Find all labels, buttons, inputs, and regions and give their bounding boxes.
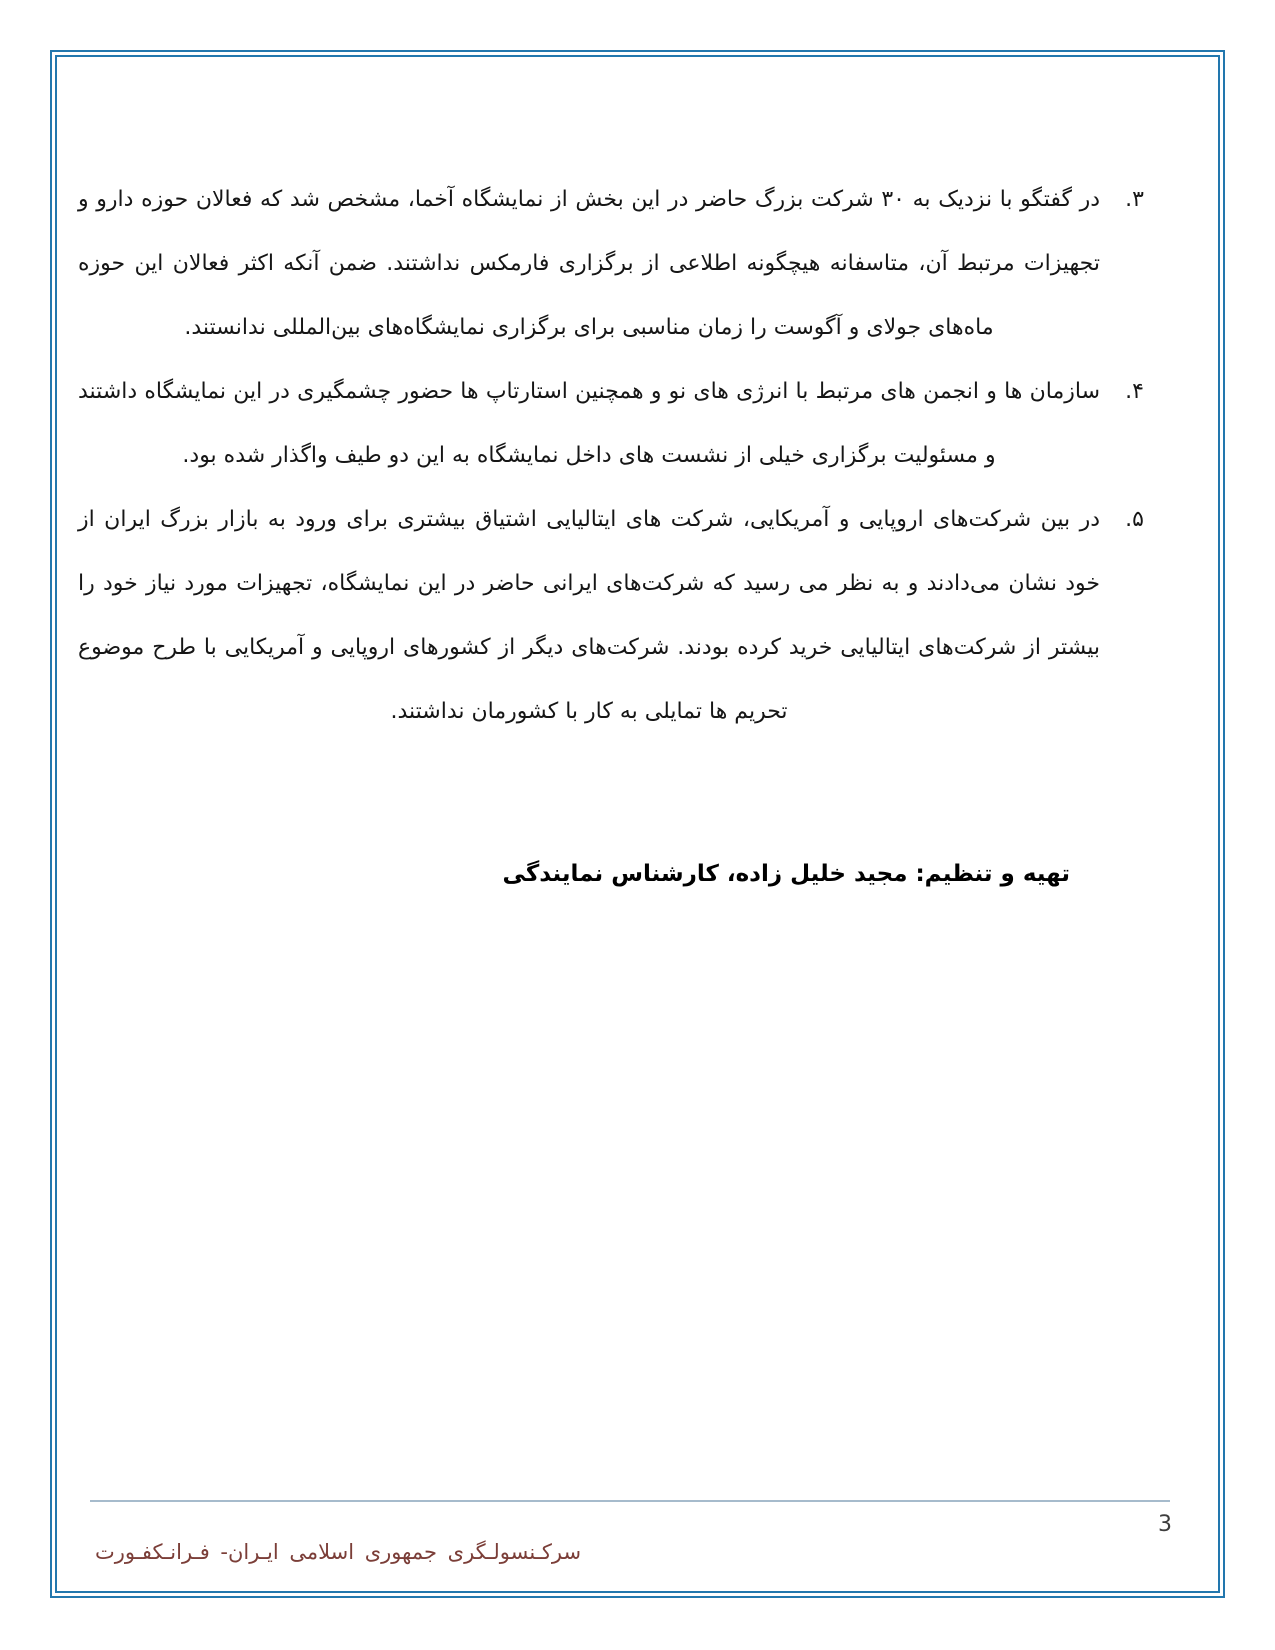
document-body bbox=[78, 168, 1146, 906]
list-item-text: در گفتگو با نزدیک به ۳۰ شرکت بزرگ حاضر در این بخش از نمایشگاه آخما، مشخص شد که فعالان حوزه دارو و تجهیزات مرتبط آن، متاسفانه هیچگونه اطلاعی از برگزاری فارمکس نداشتند. ضمن آنکه اکثر فعالان این حوزه ماه‌های جولای و آگوست را زمان مناسبی برای برگزاری نمایشگاه‌های بین‌المللی ندانستند. bbox=[78, 187, 1101, 340]
list-item bbox=[78, 360, 1146, 488]
page-number: 3 bbox=[1158, 1512, 1172, 1537]
list-item-text: سازمان ها و انجمن های مرتبط با انرژی های نو و همچنین استارتاپ ها حضور چشمگیری در این نمایشگاه داشتند و مسئولیت برگزاری خیلی از نشست های داخل نمایشگاه به این دو طیف واگذار شده بود. bbox=[78, 379, 1100, 468]
list-item bbox=[78, 168, 1146, 360]
footer-divider bbox=[90, 1500, 1170, 1502]
footer-org-name: سرکـنسولـگری جمهوری اسلامی ایـران- فـرانـکفـورت bbox=[95, 1540, 582, 1564]
list-item-number: ۵. bbox=[1125, 507, 1144, 532]
signature-line: تهیه و تنظیم: مجید خلیل زاده، کارشناس نمایندگی bbox=[502, 861, 1070, 887]
list-item-number: ۳. bbox=[1125, 187, 1144, 212]
list-item bbox=[78, 488, 1146, 744]
list-item-number: ۴. bbox=[1125, 379, 1144, 404]
list-item-text: در بین شرکت‌های اروپایی و آمریکایی، شرکت های ایتالیایی اشتیاق بیشتری برای ورود به بازار بزرگ ایران از خود نشان می‌دادند و به نظر می رسید که شرکت‌های ایرانی حاضر در این نمایشگاه، تجهیزات مورد نیاز خود را بیشتر از شرکت‌های ایتالیایی خرید کرده بودند. شرکت‌های دیگر از کشورهای اروپایی و آمریکایی با طرح موضوع تحریم ها تمایلی به کار با کشورمان نداشتند. bbox=[78, 507, 1100, 724]
